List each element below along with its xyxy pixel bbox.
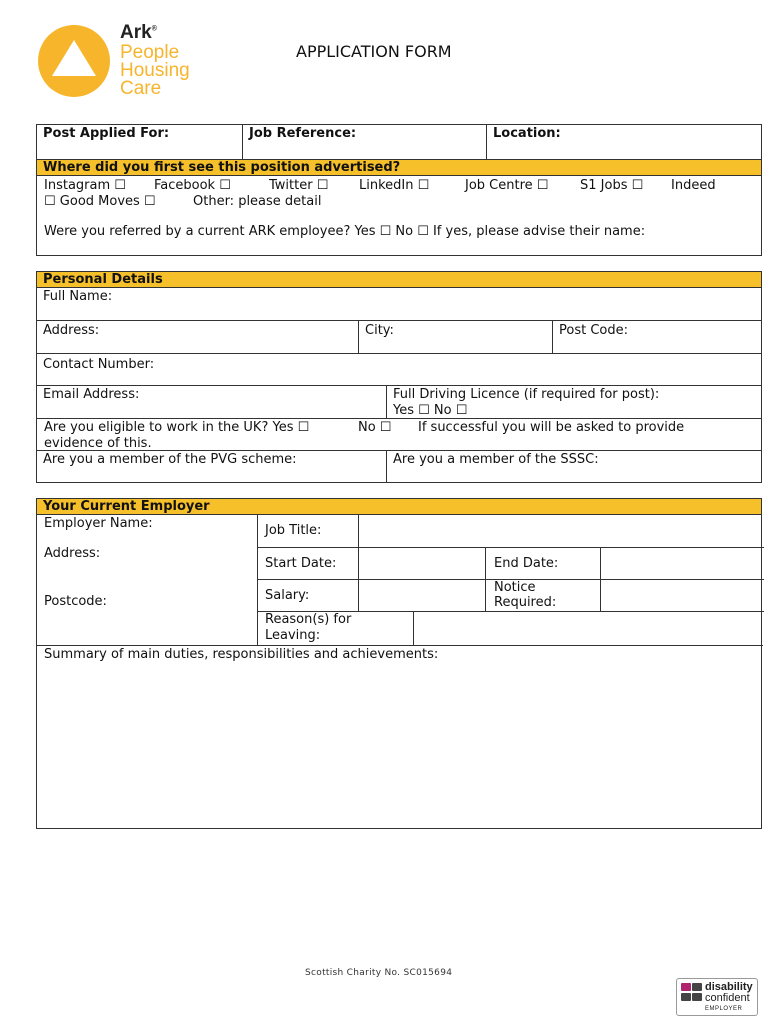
advert-other[interactable]: Other: please detail xyxy=(193,194,322,209)
advert-heading: Where did you first see this position advertised? xyxy=(37,160,761,176)
salary-input[interactable] xyxy=(358,580,486,611)
summary-field[interactable] xyxy=(37,645,763,828)
disability-confident-badge xyxy=(676,978,758,1016)
badge-square-icon xyxy=(681,983,691,991)
logo-line-people: People xyxy=(120,42,180,63)
licence-label: Full Driving Licence (if required for post): xyxy=(393,387,660,402)
advert-s1jobs[interactable]: S1 Jobs ☐ xyxy=(580,178,644,193)
reason-input[interactable] xyxy=(413,612,764,645)
logo-line-care: Care xyxy=(120,78,162,99)
contact-row xyxy=(37,354,761,386)
badge-square-icon xyxy=(692,993,702,1001)
employer-address-label[interactable]: Address: xyxy=(44,546,101,561)
badge-line-2: confident xyxy=(705,992,750,1004)
email-field[interactable]: Email Address: xyxy=(43,387,140,402)
advert-instagram[interactable]: Instagram ☐ xyxy=(44,178,126,193)
eligible-no[interactable]: No ☐ xyxy=(358,420,392,435)
pvg-row xyxy=(37,451,761,482)
full-name-row xyxy=(37,288,761,321)
driving-licence-field[interactable] xyxy=(386,386,761,418)
pvg-field[interactable]: Are you a member of the PVG scheme: xyxy=(43,452,297,467)
end-date-label: End Date: xyxy=(494,556,559,571)
email-row xyxy=(37,386,761,419)
ark-logo xyxy=(36,22,206,102)
advert-indeed[interactable]: Indeed xyxy=(671,178,716,193)
personal-heading: Personal Details xyxy=(37,272,761,288)
job-title-row xyxy=(258,515,764,548)
notice-input[interactable] xyxy=(600,580,764,611)
salary-label: Salary: xyxy=(265,588,310,603)
reason-label-2: Leaving: xyxy=(265,628,321,643)
start-date-input[interactable] xyxy=(358,548,486,579)
page-title: APPLICATION FORM xyxy=(296,42,452,61)
charity-number: Scottish Charity No. SC015694 xyxy=(305,968,453,978)
salary-row xyxy=(258,580,764,612)
eligible-question[interactable]: Are you eligible to work in the UK? Yes ☐ xyxy=(44,420,310,435)
employer-section xyxy=(36,498,762,829)
job-title-label: Job Title: xyxy=(265,523,322,538)
notice-label-1: Notice xyxy=(494,580,536,595)
employer-name-label[interactable]: Employer Name: xyxy=(44,516,153,531)
job-title-input[interactable] xyxy=(358,515,764,547)
advert-goodmoves[interactable]: ☐ Good Moves ☐ xyxy=(44,194,156,209)
location-field[interactable]: Location: xyxy=(486,125,761,159)
sssc-field[interactable]: Are you a member of the SSSC: xyxy=(386,451,761,482)
job-reference-field[interactable]: Job Reference: xyxy=(242,125,492,159)
employer-postcode-label[interactable]: Postcode: xyxy=(44,594,107,609)
city-field[interactable]: City: xyxy=(358,321,552,353)
badge-line-1: disability xyxy=(705,981,753,993)
advert-jobcentre[interactable]: Job Centre ☐ xyxy=(465,178,549,193)
start-date-label: Start Date: xyxy=(265,556,337,571)
address-field[interactable]: Address: xyxy=(43,323,100,338)
badge-line-3: EMPLOYER xyxy=(705,1006,743,1012)
address-row xyxy=(37,321,761,354)
job-section xyxy=(36,124,762,160)
full-name-field[interactable]: Full Name: xyxy=(43,289,113,304)
logo-line-housing: Housing xyxy=(120,60,190,81)
summary-label: Summary of main duties, responsibilities and achievements: xyxy=(44,647,439,662)
advert-twitter[interactable]: Twitter ☐ xyxy=(269,178,329,193)
eligible-note: If successful you will be asked to provide xyxy=(418,420,685,435)
post-code-field[interactable]: Post Code: xyxy=(552,321,761,353)
post-applied-field[interactable]: Post Applied For: xyxy=(43,126,170,141)
dates-row xyxy=(258,548,764,580)
reason-row xyxy=(258,612,764,645)
employer-grid xyxy=(257,515,763,645)
notice-label-2: Required: xyxy=(494,595,557,610)
personal-section xyxy=(36,271,762,483)
contact-number-field[interactable]: Contact Number: xyxy=(43,357,155,372)
employer-heading: Your Current Employer xyxy=(37,499,761,515)
end-date-input[interactable] xyxy=(600,548,764,579)
logo-triangle-icon xyxy=(52,40,96,76)
badge-square-icon xyxy=(692,983,702,991)
referral-question[interactable]: Were you referred by a current ARK employee? Yes ☐ No ☐ If yes, please advise their name: xyxy=(44,224,646,239)
advert-linkedin[interactable]: LinkedIn ☐ xyxy=(359,178,430,193)
advert-facebook[interactable]: Facebook ☐ xyxy=(154,178,231,193)
eligible-note-2: evidence of this. xyxy=(44,436,152,451)
licence-options[interactable]: Yes ☐ No ☐ xyxy=(393,403,468,418)
badge-square-icon xyxy=(681,993,691,1001)
reason-label-1: Reason(s) for xyxy=(265,612,352,627)
advert-section xyxy=(36,159,762,256)
eligible-row xyxy=(37,419,761,451)
logo-brand: Ark® xyxy=(120,22,157,43)
